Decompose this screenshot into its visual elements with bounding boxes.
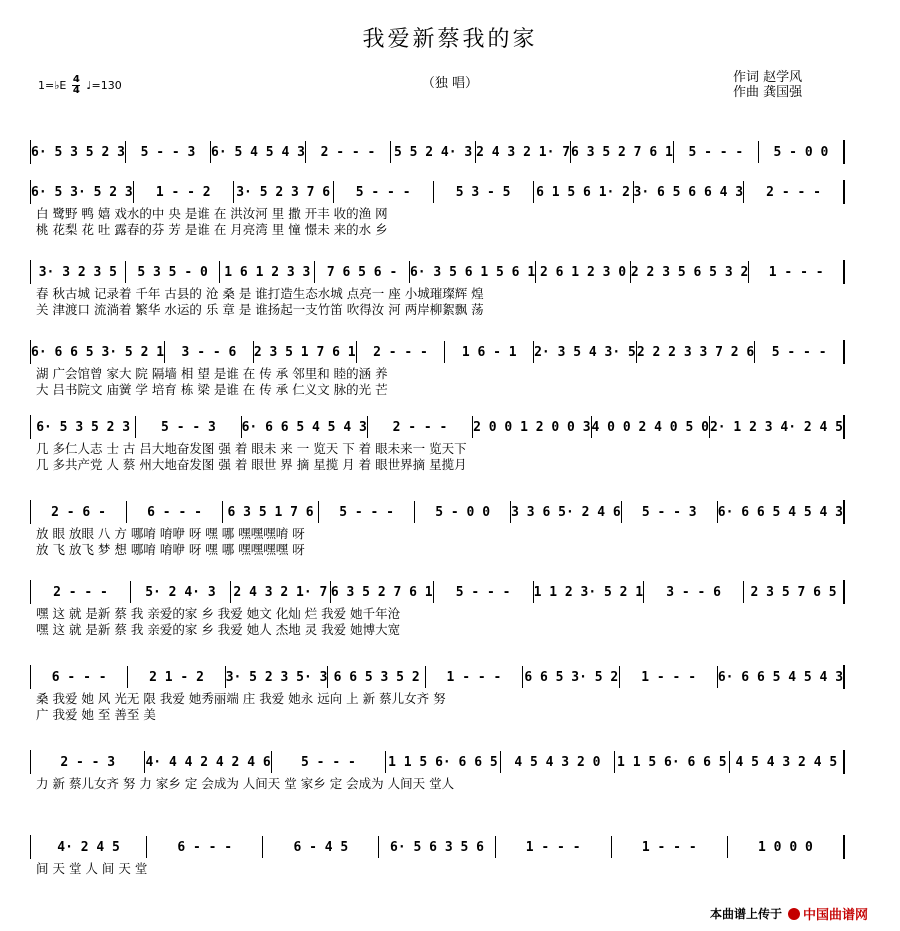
measure: 5 - - - xyxy=(674,141,759,163)
measure: 2· 3 5 4 3· 5 xyxy=(534,341,637,363)
measure: 7 6 5 6 - xyxy=(315,261,410,283)
lyric-line: 广 我爱 她 至 善至 美 xyxy=(36,707,156,722)
measure: 5 - - 3 xyxy=(136,416,241,438)
notation-line xyxy=(30,260,845,284)
lyric-line: 白 鹭野 鸭 嬉 戏水的中 央 是谁 在 洪汝河 里 撒 开丰 收的渔 网 xyxy=(36,206,388,221)
notation-line xyxy=(30,500,845,524)
lyric-line: 嘿 这 就 是新 蔡 我 亲爱的家 乡 我爱 她人 杰地 灵 我爱 她博大宽 xyxy=(36,622,401,637)
notation-line xyxy=(30,835,845,859)
measure: 3 3 6 5· 2 4 6 xyxy=(511,501,622,523)
measure: 5 - - - xyxy=(319,501,415,523)
measure: 2 0 0 1 2 0 0 3 xyxy=(473,416,591,438)
measure: 4 0 0 2 4 0 5 0 xyxy=(592,416,710,438)
measure: 5 - - - xyxy=(334,181,434,203)
measure: 2 - 6 - xyxy=(31,501,127,523)
measure: 2 2 3 5 6 5 3 2 xyxy=(631,261,749,283)
measure: 5 3 - 5 xyxy=(434,181,534,203)
measure: 1 - - - xyxy=(768,264,824,280)
measure: 5 5 2 4· 3 xyxy=(391,141,476,163)
score-system xyxy=(30,340,845,396)
lyric-line: 几 多共产党 人 蔡 州大地奋发图 强 着 眼世 界 摘 星揽 月 着 眼世界摘 星揽月 xyxy=(36,457,467,472)
notation-line xyxy=(30,665,845,689)
measure: 4· 4 4 2 4 2 4 6 xyxy=(145,751,271,773)
measure: 6 - 4 5 xyxy=(263,836,379,858)
score-system xyxy=(30,180,845,236)
measure: 6· 6 6 5 4 5 4 3 xyxy=(717,669,844,685)
measure: 6 - - - xyxy=(127,501,223,523)
lyric-line: 几 多仁人志 士 古 吕大地奋发图 强 着 眼未 来 一 览天 下 着 眼未来一 览天下 xyxy=(36,441,467,456)
measure: 2 - - - xyxy=(766,184,821,200)
score-system xyxy=(30,750,845,790)
score-system xyxy=(30,500,845,556)
score-system xyxy=(30,140,845,164)
measure: 2 - - - xyxy=(306,141,391,163)
key-signature xyxy=(38,75,122,96)
measure: 2 4 3 2 1· 7 xyxy=(231,581,331,603)
measure: 2 2 2 3 3 7 2 6 xyxy=(637,341,755,363)
measure: 5 - - - xyxy=(434,581,534,603)
tonality: 1=♭E xyxy=(38,79,67,92)
measure: 1 6 - 1 xyxy=(445,341,534,363)
time-signature: $\frac{4}{4}$ xyxy=(72,74,80,96)
measure: 3· 3 2 3 5 xyxy=(31,261,126,283)
measure: 2 - - - xyxy=(31,581,131,603)
upload-footer xyxy=(710,904,868,923)
measure: 4 5 4 3 2 4 5 xyxy=(735,754,838,770)
notation-line xyxy=(30,580,845,604)
measure: 6· 6 6 5 4 5 4 3 xyxy=(717,504,843,520)
measure: 5 3 5 - 0 xyxy=(126,261,221,283)
lyric-line: 间 天 堂 人 间 天 堂 xyxy=(36,861,148,876)
lyric-line: 嘿 这 就 是新 蔡 我 亲爱的家 乡 我爱 她文 化灿 烂 我爱 她千年沧 xyxy=(36,606,401,621)
measure: 3 - - 6 xyxy=(644,581,744,603)
measure: 6· 5 6 3 5 6 xyxy=(379,836,495,858)
performance-note: （独 唱） xyxy=(421,76,479,91)
measure: 3· 5 2 3 5· 3 xyxy=(226,666,329,688)
notation-line xyxy=(30,180,845,204)
score-system xyxy=(30,415,845,471)
lyric-line: 关 津渡口 流淌着 繁华 水运的 乐 章 是 谁扬起一支竹笛 吹得汝 河 两岸柳絮飘 荡 xyxy=(36,302,484,317)
measure: 1 0 0 0 xyxy=(758,839,813,855)
logo-mark-icon xyxy=(788,908,800,920)
measure: 6· 5 3 5 2 3 xyxy=(31,141,126,163)
measure: 4· 2 4 5 xyxy=(31,836,147,858)
measure: 1 - - 2 xyxy=(134,181,234,203)
notation-line xyxy=(30,415,845,439)
lyric-line: 湖 广会馆曾 家大 院 隔墙 相 望 是谁 在 传 承 邻里和 睦的涵 养 xyxy=(36,366,388,381)
upload-text: 本曲谱上传于 xyxy=(710,907,783,921)
measure: 1 - - - xyxy=(496,836,612,858)
notation-line xyxy=(30,750,845,774)
measure: 2 - - 3 xyxy=(31,751,145,773)
measure: 6 - - - xyxy=(147,836,263,858)
site-logo: 中国曲谱网 xyxy=(788,904,868,923)
lyric-line: 桑 我爱 她 风 光无 限 我爱 她秀丽端 庄 我爱 她永 远向 上 新 蔡儿女齐 努 xyxy=(36,691,446,706)
measure: 6 1 5 6 1· 2 xyxy=(534,181,634,203)
measure: 2 4 3 2 1· 7 xyxy=(476,141,571,163)
notation-line xyxy=(30,140,845,164)
measure: 1 - - - xyxy=(426,666,523,688)
lyric-line: 桃 花梨 花 吐 露春的芬 芳 是谁 在 月亮湾 里 憧 憬未 来的水 乡 xyxy=(36,222,388,237)
measure: 2 1 - 2 xyxy=(128,666,225,688)
notation-line xyxy=(30,340,845,364)
tempo-mark: ♩=130 xyxy=(86,79,122,92)
measure: 1 1 5 6· 6 6 5 xyxy=(615,751,729,773)
measure: 2 3 5 7 6 5 xyxy=(750,584,837,600)
measure: 3· 6 5 6 6 4 3 xyxy=(634,181,745,203)
score-system xyxy=(30,580,845,636)
measure: 5 - 0 0 xyxy=(773,144,829,160)
page-title: 我爱新蔡我的家 xyxy=(362,27,538,52)
measure: 4 5 4 3 2 0 xyxy=(501,751,615,773)
measure: 5 - - - xyxy=(272,751,386,773)
measure: 2· 1 2 3 4· 2 4 5 xyxy=(709,419,843,435)
measure: 6 3 5 2 7 6 1 xyxy=(571,141,674,163)
measure: 6 - - - xyxy=(31,666,128,688)
score-system xyxy=(30,665,845,721)
measure: 6· 5 4 5 4 3 xyxy=(211,141,306,163)
lyric-line: 放 眼 放眼 八 方 哪唷 唷咿 呀 嘿 哪 嘿嘿嘿唷 呀 xyxy=(36,526,305,541)
measure: 5 - 0 0 xyxy=(415,501,511,523)
measure: 2 - - - xyxy=(357,341,446,363)
measure: 6· 5 3· 5 2 3 xyxy=(31,181,134,203)
measure: 6· 5 3 5 2 3 xyxy=(31,416,136,438)
measure: 5 - - 3 xyxy=(126,141,211,163)
measure: 2 6 1 2 3 0 xyxy=(536,261,631,283)
measure: 2 3 5 1 7 6 1 xyxy=(254,341,357,363)
measure: 1 6 1 2 3 3 xyxy=(220,261,315,283)
lyric-line: 大 吕书院文 庙黉 学 培育 栋 梁 是谁 在 传 承 仁义文 脉的光 芒 xyxy=(36,382,388,397)
score-system xyxy=(30,260,845,316)
measure: 5 - - - xyxy=(771,344,827,360)
score-system xyxy=(30,835,845,875)
composer: 作曲 龚国强 xyxy=(733,85,803,100)
measure: 6· 3 5 6 1 5 6 1 xyxy=(410,261,536,283)
measure: 5· 2 4· 3 xyxy=(131,581,231,603)
measure: 6· 6 6 5 3· 5 2 1 xyxy=(31,341,165,363)
lyric-line: 放 飞 放飞 梦 想 哪唷 唷咿 呀 嘿 哪 嘿嘿嘿嘿 呀 xyxy=(36,542,305,557)
measure: 3 - - 6 xyxy=(165,341,254,363)
lyric-line: 力 新 蔡儿女齐 努 力 家乡 定 会成为 人间天 堂 家乡 定 会成为 人间天 堂人 xyxy=(36,776,455,791)
measure: 2 - - - xyxy=(368,416,473,438)
measure: 5 - - 3 xyxy=(622,501,718,523)
lyricist: 作词 赵学风 xyxy=(733,70,803,85)
measure: 1 1 5 6· 6 6 5 xyxy=(386,751,500,773)
measure: 6 3 5 2 7 6 1 xyxy=(331,581,434,603)
measure: 3· 5 2 3 7 6 xyxy=(234,181,334,203)
credits xyxy=(733,70,802,100)
measure: 1 - - - xyxy=(620,666,717,688)
measure: 6 6 5 3· 5 2 xyxy=(523,666,620,688)
measure: 6· 6 6 5 4 5 4 3 xyxy=(242,416,368,438)
measure: 6 6 5 3 5 2 xyxy=(328,666,425,688)
measure: 1 - - - xyxy=(612,836,728,858)
measure: 1 1 2 3· 5 2 1 xyxy=(534,581,645,603)
measure: 6 3 5 1 7 6 xyxy=(223,501,319,523)
lyric-line: 春 秋古城 记录着 千年 古县的 沧 桑 是 谁打造生态水城 点亮一 座 小城璀璨辉 煌 xyxy=(36,286,484,301)
